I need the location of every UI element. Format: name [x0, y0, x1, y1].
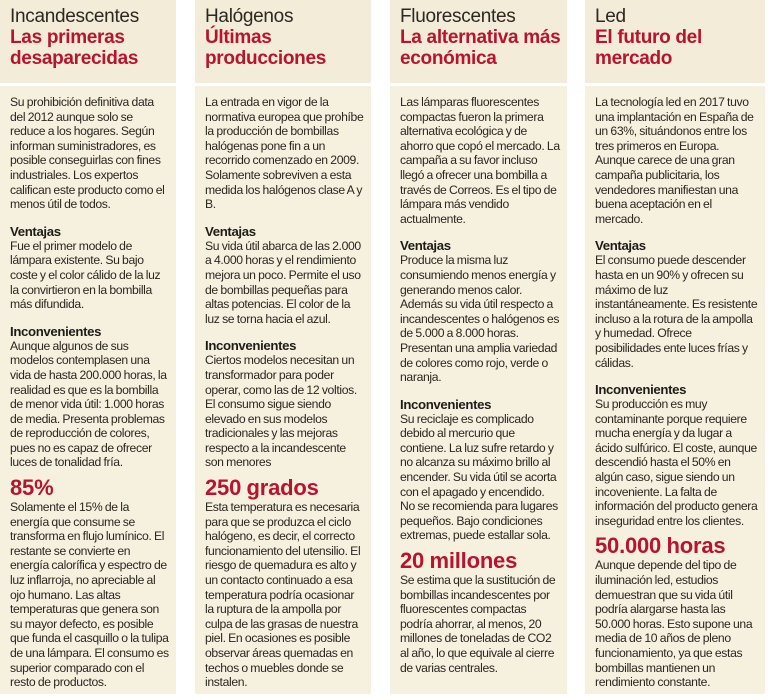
cons-text: Su producción es muy contaminante porque requiere mucha energía y da lugar a ácido sulfúrico. El coste, aunque descendió hasta el 50% en algún caso, sigue siendo un incoveniente. La falta de información del producto genera inseguridad entre los clientes. [595, 397, 758, 528]
pros-text: Su vida útil abarca de las 2.000 a 4.000 horas y el rendimiento mejora un poco. Permite el uso de bombillas pequeñas para altas potencias. El color de la luz se torna hacia el azul. [205, 238, 361, 326]
intro-text: La tecnología led en 2017 tuvo una implantación en España de un 63%, situándonos entre los tres primeros en Europa. Aunque carece de una gran campaña publicitaria, los vendedores manifiestan una buena aceptación en el mercado. [595, 95, 754, 226]
headline: Las primeras desaparecidas [10, 27, 139, 69]
intro-text: Su prohibición definitiva data del 2012 aunque solo se reduce a los hogares. Según informan suministradores, es posible conseguirlas con fines industriales. Los expertos califican este producto como el menos útil de todos. [10, 95, 165, 212]
pros-heading: Ventajas [205, 223, 256, 239]
column-body [390, 86, 567, 675]
stat-highlight: 85% [10, 475, 54, 501]
stat-text: Se estima que la sustitución de bombillas incandescentes por fluorescentes compactas podría ahorrar, al menos, 20 millones de toneladas de CO2 al año, lo que equivale al cierre de varias centrales. [400, 573, 556, 675]
category-title: Led [595, 6, 626, 27]
column-fluorescentes [390, 0, 567, 694]
column-incandescentes [0, 0, 176, 694]
stat-highlight: 250 grados [205, 475, 319, 501]
cons-text: Su reciclaje es complicado debido al mercurio que contiene. La luz sufre retardo y no alcanza su máximo brillo al encender. Su vida útil se acorta con el apagado y encendido. No se recomienda para lugares pequeños. Bajo condiciones extremas, puede estallar sola. [400, 411, 558, 543]
headline: La alternativa más económica [400, 27, 561, 69]
intro-text: La entrada en vigor de la normativa europea que prohíbe la producción de bombillas halógenas pone fin a un recorrido comenzado en 2009. Solamente sobreviven a esta medida los halógenos clase A y B. [205, 95, 364, 212]
intro-text: Las lámparas fluorescentes compactas fueron la primera alternativa ecológica y de ahorro que copó el mercado. La campaña a su favor incluso llegó a ofrecer una bombilla a través de Correos. Es el tipo de lámpara más vendido actualmente. [400, 95, 560, 226]
column-header [195, 0, 371, 86]
stat-highlight: 20 millones [400, 548, 518, 574]
category-title: Halógenos [205, 6, 294, 27]
category-title: Incandescentes [10, 6, 139, 27]
column-header [0, 0, 176, 86]
stat-highlight: 50.000 horas [595, 533, 726, 559]
headline: Últimas producciones [205, 27, 326, 69]
column-body [585, 86, 765, 690]
column-halogenos [195, 0, 371, 694]
cons-heading: Inconvenientes [205, 338, 297, 354]
headline: El futuro del mercado [595, 27, 702, 69]
cons-text: Aunque algunos de sus modelos contemplasen una vida de hasta 200.000 horas, la realidad es que es la bombilla de menor vida útil: 1.000 horas de media. Presenta problemas de reproducción de colores, pues no es capaz de ofrecer luces de tonalidad fría. [10, 338, 167, 470]
pros-text: El consumo puede descender hasta en un 90% y ofrecen su máximo de luz instantáneamente. Es resistente incluso a la rotura de la ampolla y humedad. Ofrece posibilidades ente luces frías y cálidas. [595, 253, 758, 370]
stat-text: Esta temperatura es necesaria para que se produzca el ciclo halógeno, es decir, el correcto funcionamiento del utensilio. El riesgo de quemadura es alto y un contacto continuado a esa temperatura podría ocasionar la ruptura de la ampolla por culpa de las grasas de nuestra piel. En ocasiones es posible observar áreas quemadas en techos o muebles donde se instalen. [205, 500, 361, 690]
cons-heading: Inconvenientes [10, 323, 102, 339]
stat-text: Aunque depende del tipo de iluminación led, estudios demuestran que su vida útil podría alargarse hasta las 50.000 horas. Esto supone una media de 10 años de pleno funcionamiento, ya que estas bombillas mantienen un rendimiento constante. [595, 558, 753, 690]
pros-text: Fue el primer modelo de lámpara existente. Su bajo coste y el color cálido de la luz la convirtieron en la bombilla más difundida. [10, 238, 161, 312]
cons-heading: Inconvenientes [400, 396, 492, 412]
column-body [0, 86, 176, 690]
cons-heading: Inconvenientes [595, 382, 687, 398]
pros-heading: Ventajas [595, 238, 646, 254]
stat-text: Solamente el 15% de la energía que consume se transforma en flujo lumínico. El restante se convierte en energía calorífica y espectro de luz inflarroja, no apreciable al ojo humano. Las altas temperaturas que genera son su mayor defecto, es posible que funda el casquillo o la tulipa de una lámpara. El consumo es superior comparado con el resto de productos. [10, 500, 169, 690]
column-header [390, 0, 567, 86]
column-led [585, 0, 765, 694]
pros-text: Produce la misma luz consumiendo menos energía y generando menos calor. Además su vida útil respecto a incandescentes o halógenos es de 5.000 a 8.000 horas. Presentan una amplia variedad de colores como rojo, verde o naranja. [400, 253, 560, 385]
column-header [585, 0, 765, 86]
column-body [195, 86, 371, 690]
pros-heading: Ventajas [10, 223, 61, 239]
cons-text: Ciertos modelos necesitan un transformador para poder operar, como las de 12 voltios. El consumo sigue siendo elevado en sus modelos tradicionales y las mejoras respecto a la incandescente son menores [205, 353, 357, 470]
pros-heading: Ventajas [400, 238, 451, 254]
category-title: Fluorescentes [400, 6, 516, 27]
